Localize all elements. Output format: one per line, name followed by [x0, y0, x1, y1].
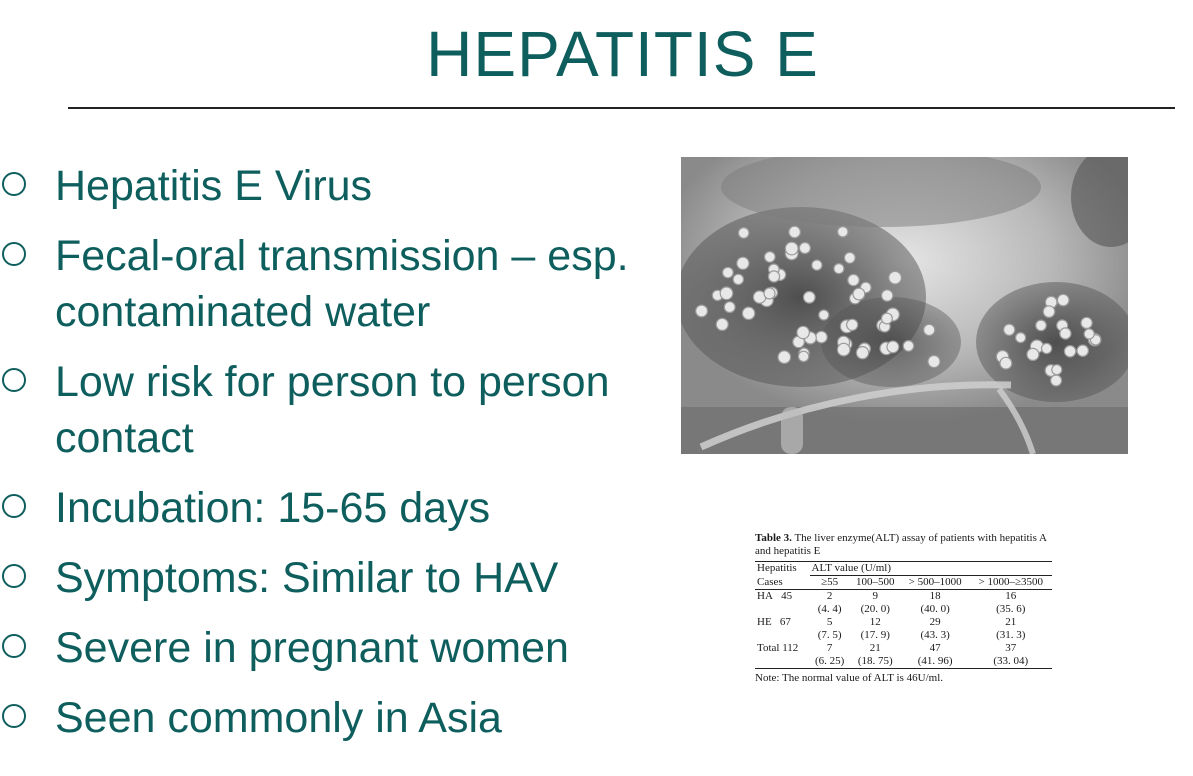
table-caption-text: The liver enzyme(ALT) assay of patients with hepatitis A and hepatitis E [755, 532, 1047, 557]
virion-particle [887, 341, 899, 353]
table-row [755, 590, 1052, 604]
table-cell: (43. 3) [920, 629, 950, 641]
table-cell: 21 [1005, 616, 1017, 628]
header-cell: Hepatitis [755, 562, 810, 576]
virion-particle [1060, 328, 1071, 339]
table-cell: 21 [869, 642, 881, 654]
virion-particle [1057, 294, 1069, 306]
virion-particle [847, 319, 858, 330]
table-cell: (35. 6) [996, 603, 1026, 615]
bullet-item [0, 620, 660, 676]
table-cell: 18 [901, 590, 970, 604]
table-cell: (4. 4) [817, 603, 842, 615]
virion-particle [723, 267, 734, 278]
circle-bullet-icon [2, 564, 26, 588]
virion-particle [837, 343, 850, 356]
table-cell [755, 590, 810, 604]
virion-particle [924, 324, 935, 335]
bullet-text: Severe in pregnant women [55, 624, 569, 672]
virus-micrograph-image [681, 157, 1128, 454]
alt-assay-table-figure [755, 532, 1052, 685]
table-cell: 5 [826, 616, 833, 628]
virion-particle [834, 264, 844, 274]
table-cell: (18. 75) [850, 655, 901, 669]
bullet-item [0, 550, 660, 606]
virion-particle [928, 356, 940, 368]
virion-particle [1052, 365, 1062, 375]
virion-particle [765, 252, 776, 263]
header-cell: ≥55 [810, 576, 850, 590]
table-cell: (31. 3) [996, 629, 1026, 641]
bullet-item [0, 690, 660, 746]
circle-bullet-icon [2, 704, 26, 728]
virion-particle [720, 287, 733, 300]
slide-title: HEPATITIS E [426, 18, 819, 90]
bullet-text: Fecal-oral transmission – esp. contaminated water [55, 232, 629, 336]
table-cell: (33. 04) [969, 655, 1052, 669]
virion-particle [778, 351, 791, 364]
virion-particle [716, 318, 728, 330]
circle-bullet-icon [2, 494, 26, 518]
bullet-item [0, 228, 660, 340]
title-divider [68, 107, 1175, 109]
table-cell [755, 629, 810, 642]
table-cell: 7 [826, 642, 833, 654]
header-cell: ALT value (U/ml) [810, 562, 1052, 576]
table-row [755, 642, 1052, 655]
virion-particle [1016, 333, 1026, 343]
virion-particle [785, 242, 798, 255]
virion-particle [1077, 345, 1088, 356]
table-row [755, 616, 1052, 629]
group-count: 112 [782, 642, 799, 654]
virion-particle [789, 226, 801, 238]
header-cell: 100–500 [850, 576, 901, 590]
bullet-text: Seen commonly in Asia [55, 694, 502, 742]
table-cell: 47 [929, 642, 941, 654]
table-row [755, 603, 1052, 616]
circle-bullet-icon [2, 172, 26, 196]
virion-particle [804, 292, 816, 304]
table-subheader-row [755, 576, 1052, 590]
group-count: 67 [779, 616, 791, 628]
virion-particle [844, 252, 855, 263]
virion-particle [733, 274, 743, 284]
virion-particle [838, 227, 848, 237]
table-cell: 2 [810, 590, 850, 604]
virion-particle [1084, 329, 1094, 339]
virion-particle [903, 341, 914, 352]
virion-particle [742, 307, 754, 319]
header-cell: Cases [757, 575, 783, 588]
table-row [755, 655, 1052, 669]
virion-particle [882, 313, 893, 324]
virion-particle [882, 290, 893, 301]
bullet-item [0, 480, 660, 536]
table-cell: (6. 25) [810, 655, 850, 669]
virion-particle [848, 274, 859, 285]
virion-particle [764, 288, 775, 299]
table-row [755, 629, 1052, 642]
virion-particle [1081, 317, 1092, 328]
bullet-text: Symptoms: Similar to HAV [55, 554, 559, 602]
table-cell: (7. 5) [817, 629, 842, 641]
virion-particle [856, 347, 868, 359]
table-caption [755, 532, 1052, 558]
bullet-text: Hepatitis E Virus [55, 162, 373, 210]
table-note: Note: The normal value of ALT is 46U/ml. [755, 672, 943, 684]
virion-particle [1043, 306, 1055, 318]
circle-bullet-icon [2, 368, 26, 392]
virion-particle [737, 257, 749, 269]
virion-particle [799, 243, 810, 254]
table-cell [755, 616, 810, 629]
virion-particle [797, 326, 809, 338]
table-cell: (20. 0) [860, 603, 890, 615]
table-cell: (41. 96) [901, 655, 970, 669]
virion-particle [738, 228, 749, 239]
virion-particle [1064, 346, 1075, 357]
bullet-item [0, 158, 660, 214]
table-cell: 37 [1005, 642, 1017, 654]
circle-bullet-icon [2, 242, 26, 266]
virion-particle [1036, 320, 1047, 331]
group-label: HE [757, 616, 772, 628]
table-cell: (17. 9) [860, 629, 890, 641]
table-cell: 9 [850, 590, 901, 604]
table-cell: 29 [929, 616, 941, 628]
virion-particle [724, 302, 735, 313]
virion-particle [1027, 348, 1039, 360]
table-cell: (40. 0) [920, 603, 950, 615]
virion-particle [696, 305, 708, 317]
virion-particle [812, 260, 822, 270]
circle-bullet-icon [2, 634, 26, 658]
bullet-text: Low risk for person to person contact [55, 358, 610, 462]
table-cell [755, 603, 810, 616]
virion-particle [819, 310, 829, 320]
header-cell: > 1000–≥3500 [969, 576, 1052, 590]
table-caption-label: Table 3. [755, 532, 792, 544]
header-cell: > 500–1000 [901, 576, 970, 590]
virion-particle [816, 331, 828, 343]
virion-particle [1004, 324, 1015, 335]
virion-particle [889, 271, 902, 284]
table-cell: 16 [969, 590, 1052, 604]
virion-particle [768, 271, 779, 282]
table-header-row [755, 562, 1052, 576]
virion-particle [798, 351, 808, 361]
group-label: HA [757, 590, 773, 602]
virion-particle [853, 288, 865, 300]
bullet-list [0, 158, 660, 760]
table-cell: 12 [869, 616, 881, 628]
micrograph-illustration [681, 157, 1128, 454]
virion-particle [1000, 357, 1012, 369]
alt-assay-table [755, 561, 1052, 669]
group-count: 45 [781, 590, 793, 602]
bullet-item [0, 354, 660, 466]
table-cell [755, 642, 810, 655]
table-cell [755, 655, 810, 669]
group-label: Total [757, 642, 780, 654]
virion-particle [1042, 343, 1052, 353]
bullet-text: Incubation: 15-65 days [55, 484, 491, 532]
